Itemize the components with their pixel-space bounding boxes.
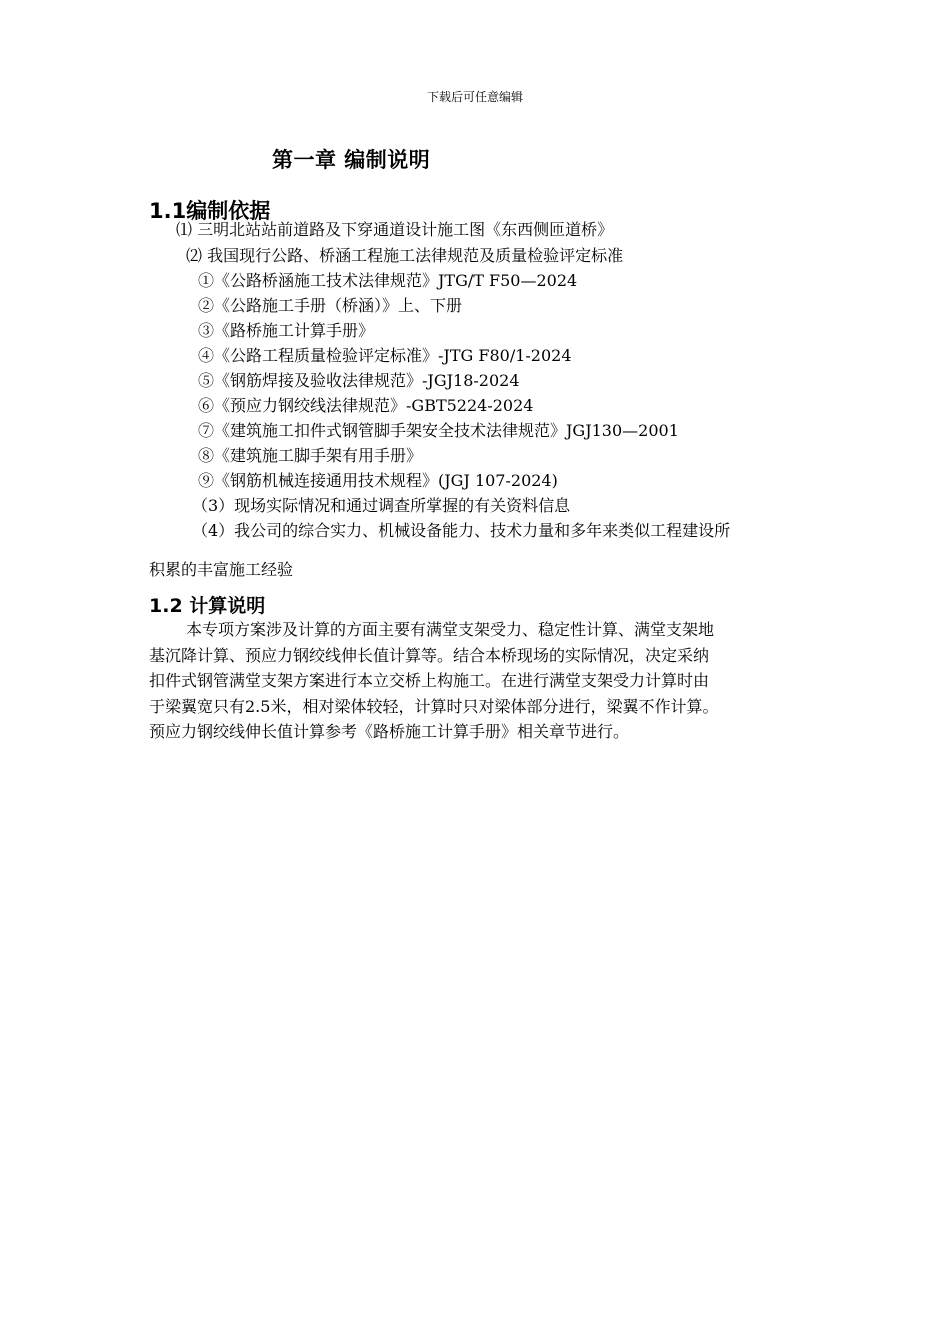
basis-subitem-1: ①《公路桥涵施工技术法律规范》JTG/T F50—2024 (198, 271, 578, 290)
paragraph-line: 本专项方案涉及计算的方面主要有满堂支架受力、稳定性计算、满堂支架地 (186, 620, 715, 639)
basis-subitem-7: ⑦《建筑施工扣件式钢管脚手架安全技术法律规范》JGJ130—2001 (198, 421, 679, 440)
paragraph-line: 扣件式钢管满堂支架方案进行本立交桥上构施工。在进行满堂支架受力计算时由 (149, 671, 710, 690)
paragraph-line: 基沉降计算、预应力钢绞线伸长值计算等。结合本桥现场的实际情况，决定采纳 (149, 645, 710, 665)
basis-subitem-6: ⑥《预应力钢绞线法律规范》-GBT5224-2024 (198, 396, 534, 415)
chapter-title: 第一章 编制说明 (272, 148, 431, 172)
basis-subitem-9: ⑨《钢筋机械连接通用技术规程》(JGJ 107-2024) (198, 471, 558, 490)
basis-item-3: （3）现场实际情况和通过调查所掌握的有关资料信息 (192, 496, 571, 515)
paragraph-line: 于梁翼宽只有2.5米，相对梁体较轻，计算时只对梁体部分进行，梁翼不作计算。 (149, 696, 719, 716)
basis-subitem-2: ②《公路施工手册（桥涵）》上、下册 (198, 296, 463, 315)
calculation-paragraph (149, 617, 849, 745)
basis-subitem-4: ④《公路工程质量检验评定标准》-JTG F80/1-2024 (198, 346, 572, 365)
paragraph-line: 预应力钢绞线伸长值计算参考《路桥施工计算手册》相关章节进行。 (149, 722, 630, 741)
section-heading-1-1: 1.1编制依据 (149, 199, 271, 223)
section-heading-1-2: 1.2 计算说明 (149, 595, 266, 617)
basis-subitem-3: ③《路桥施工计算手册》 (198, 321, 375, 340)
basis-item-1: ⑴ 三明北站站前道路及下穿通道设计施工图《东西侧匝道桥》 (176, 220, 614, 239)
basis-subitem-5: ⑤《钢筋焊接及验收法律规范》-JGJ18-2024 (198, 371, 520, 390)
basis-item-2: ⑵ 我国现行公路、桥涵工程施工法律规范及质量检验评定标准 (186, 246, 624, 265)
basis-item-4: （4）我公司的综合实力、机械设备能力、技术力量和多年来类似工程建设所 (192, 521, 731, 540)
page-header-note: 下载后可任意编辑 (426, 90, 523, 104)
basis-item-4-continuation: 积累的丰富施工经验 (149, 560, 294, 579)
basis-subitem-8: ⑧《建筑施工脚手架有用手册》 (198, 446, 423, 465)
